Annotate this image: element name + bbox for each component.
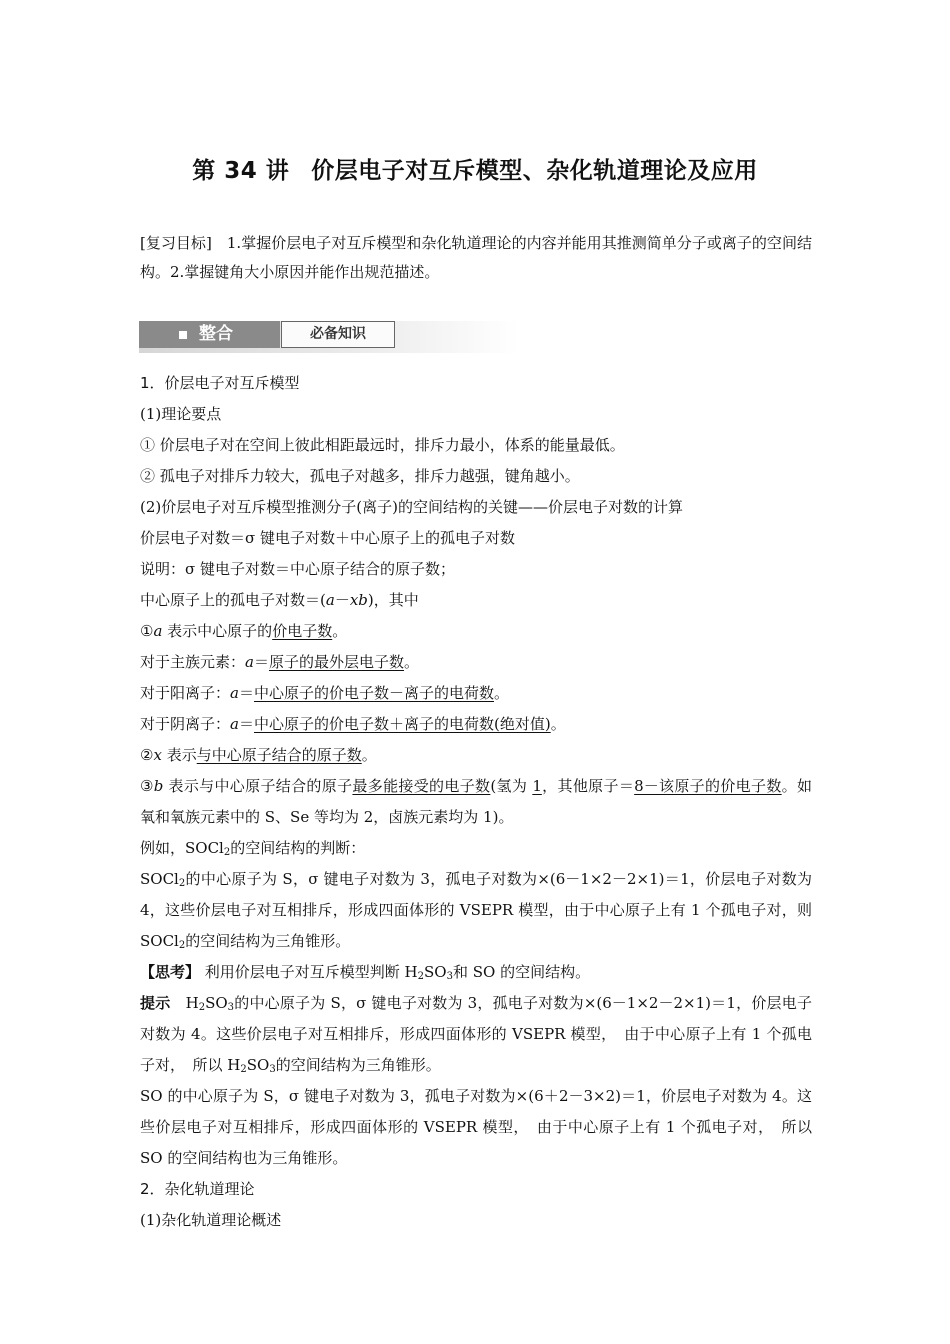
answer-underline: 原子的最外层电子数	[268, 653, 404, 671]
think-question: 【思考】 利用价层电子对互斥模型判断 $H_2SO_3$和 SO 的空间结构。	[140, 963, 591, 982]
review-goals	[140, 229, 812, 287]
hint-label: 提示	[140, 994, 171, 1012]
square-bullet-icon	[179, 331, 187, 339]
main-content	[140, 368, 812, 1236]
answer-underline: 中心原子的价电子数－离子的电荷数	[253, 684, 494, 702]
think-label: 【思考】	[140, 963, 201, 981]
a-definition: ①a 表示中心原子的价电子数。	[140, 622, 348, 640]
main-group-line: 对于主族元素：a＝原子的最外层电子数。	[140, 653, 420, 671]
b-definition: ③b 表示与中心原子结合的原子最多能接受的电子数(氢为 1，其他原子＝8－该原子的价电子数。如氧和氧族元素中的 S、Se 等均为 2，卤族元素均为 1)。	[140, 777, 812, 826]
answer-underline: 与中心原子结合的原子数	[196, 746, 362, 764]
cation-line: 对于阳离子：a＝中心原子的价电子数－离子的电荷数。	[140, 684, 510, 702]
section1-heading: 1．价层电子对互斥模型	[140, 374, 300, 392]
section1-sub2: (2)价层电子对互斥模型推测分子(离子)的空间结构的关键——价层电子对数的计算	[140, 498, 683, 516]
lecture-topic: 价层电子对互斥模型、杂化轨道理论及应用	[311, 158, 758, 184]
banner-tag	[139, 321, 280, 348]
answer-underline: 8－该原子的价电子数	[634, 777, 782, 795]
section1-point2: ② 孤电子对排斥力较大，孤电子对越多，排斥力越强，键角越小。	[140, 467, 580, 485]
lone-pair-formula: 中心原子上的孤电子对数＝(a－xb)，其中	[140, 591, 419, 609]
example-intro: 例如，SOCl$_2$的空间结构的判断：	[140, 839, 366, 858]
answer-underline: 1	[532, 777, 542, 795]
lecture-number: 第 34 讲	[192, 158, 290, 184]
hint-paragraph-2: SO 的中心原子为 S，σ 键电子对数为 3，孤电子对数为×(6＋2－3×2)＝1，价层电子对数为 4。这些价层电子对互相排斥，形成四面体形的 VSEPR 模型， 由于中心原子上有 1 个孤电子对， 所以 SO 的空间结构也为三角锥形。	[140, 1087, 812, 1167]
section1-point1: ① 价层电子对在空间上彼此相距最远时，排斥力最小，体系的能量最低。	[140, 436, 625, 454]
review-goals-text: 1.掌握价层电子对互斥模型和杂化轨道理论的内容并能用其推测简单分子或离子的空间结构。2.掌握键角大小原因并能作出规范描述。	[140, 234, 812, 281]
section2-sub1: (1)杂化轨道理论概述	[140, 1211, 282, 1229]
section2-heading: 2．杂化轨道理论	[140, 1180, 255, 1198]
example-body: SOCl$_2$的中心原子为 S，σ 键电子对数为 3，孤电子对数为×(6－1×2－2×1)＝1，价层电子对数为 4，这些价层电子对互相排斥，形成四面体形的 VSEPR 模型，由于中心原子上有 1 个孤电子对，则 SOCl$_2$的空间结构为三角锥形。	[140, 870, 812, 951]
banner-subtitle: 必备知识	[281, 321, 395, 348]
answer-underline: 最多能接受的电子数	[352, 777, 491, 795]
hint-paragraph-1: 提示 $H_2SO_3$的中心原子为 S，σ 键电子对数为 3，孤电子对数为×(6－1×2－2×1)＝1，价层电子对数为 4。这些价层电子对互相排斥，形成四面体形的 VSEPR 模型， 由于中心原子上有 1 个孤电子对， 所以 $H_2SO_3$的空间结构为三角锥形。	[140, 994, 812, 1075]
banner-tag-label: 整合	[199, 324, 233, 344]
x-definition: ②x 表示与中心原子结合的原子数。	[140, 746, 377, 764]
note-line: 说明：σ 键电子对数＝中心原子结合的原子数；	[140, 560, 456, 578]
anion-line: 对于阴离子：a＝中心原子的价电子数＋离子的电荷数(绝对值)。	[140, 715, 566, 733]
answer-underline: 中心原子的价电子数＋离子的电荷数(绝对值)	[253, 715, 551, 733]
review-goals-label: [复习目标]	[140, 234, 212, 252]
section1-sub1: (1)理论要点	[140, 405, 222, 423]
formula-line: 价层电子对数＝σ 键电子对数＋中心原子上的孤电子对数	[140, 529, 516, 547]
answer-underline: 价电子数	[272, 622, 333, 640]
page-title	[0, 152, 950, 185]
